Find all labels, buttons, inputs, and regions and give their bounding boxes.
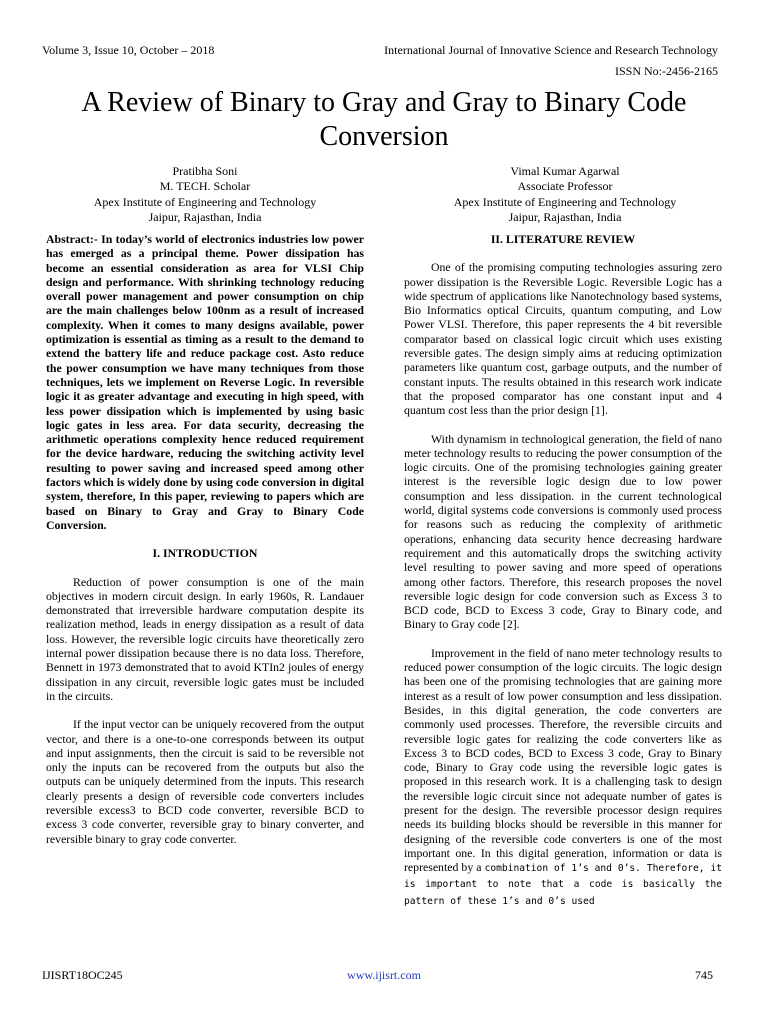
footer-page-number: 745 [695,968,713,982]
author-role: M. TECH. Scholar [159,179,251,194]
section-heading-literature-review: II. LITERATURE REVIEW [490,232,636,246]
literature-paragraph-2: With dynamism in technological generation, the field of nano meter technology results to reducing the power consumption of the logic circuits. One of the promising technologies gaining greater interest is the reversible logic design due to low power consumption and less dissipation. in the current technological world, digital systems code conversions is commonly used process for reasons such as reducing the complexity of arithmetic operations, enhancing data security hence decreasing hardware requirement and this automatically drops the switching activity level resulting to power saving and more speed of operations among other factors. Therefore, this research proposes the novel reversible logic design for code conversion such as Excess 3 to BCD code, BCD to Excess 3 code, Gray to Binary code, and Binary to Gray code [2]. [404,431,722,632]
author-location: Jaipur, Rajasthan, India [148,209,262,224]
footer-paper-id: IJISRT18OC245 [42,968,123,982]
journal-volume-issue: Volume 3, Issue 10, October – 2018 [42,43,215,57]
footer-website-link[interactable]: www.ijisrt.com [347,968,421,982]
left-column [46,232,364,860]
author-affiliation: Apex Institute of Engineering and Technology [93,194,317,209]
author-name: Pratibha Soni [172,164,238,178]
literature-paragraph-1: One of the promising computing technologies assuring zero power dissipation is the Reversible Logic. Reversible Logic has a wide spectrum of applications like Nanotechnology based systems, Bio Informatics optical Circuits, quantum computing, and Low Power VLSI. Therefore, this paper represents the 4 bit reversible comparator based on classical logic circuit which uses existing reversible gates. The design simply aims at reducing optimization parameters like quantum cost, garbage outputs, and the number of constant inputs. The results obtained in this research work indicate that the proposed comparator has one constant input and 4 quantum cost less than the prior design [1]. [404,260,722,418]
author-block-2 [415,164,715,225]
literature-paragraph-3-tail: combination of 1’s and 0’s. Therefore, it is important to note that a code is basically the pattern of these 1’s and 0’s used [404,863,723,907]
section-heading-introduction: I. INTRODUCTION [152,546,258,561]
issn-number: ISSN No:-2456-2165 [614,64,718,78]
abstract: Abstract:- In today’s world of electronics industries low power has emerged as a principal theme. Power dissipation has become an essential consideration as area for VLSI Chip design and performance. With shrinking technology reducing overall power management and power consumption on chip are the main challenges below 100nm as a result of increased complexity. When it comes to many designs available, power optimization is essential as timing as a result to the demand to extend the battery life and reduce package cost. Asto reduce the power consumption we have many techniques from those techniques, lets we implement on Reverse Logic. In reversible logic it as greater advantage and executing in high speed, with less power dissipation which is implemented by using basic logic gates in less area. For data security, decreasing the arithmetic operations complexity hence reduced requirement for the device hardware, reducing the switching activity level resulting to power saving and increased speed among other factors which is widely done by using code conversion in digital system, therefore, In this paper, reviewing to papers which are based on Binary to Gray and Gray to Binary Code Conversion. [46,232,364,532]
author-block-1 [55,164,355,225]
author-role: Associate Professor [517,179,613,194]
author-name: Vimal Kumar Agarwal [510,164,620,178]
introduction-paragraph-1: Reduction of power consumption is one of the main objectives in modern circuit design. In early 1960s, R. Landauer demonstrated that irreversible hardware computation despite its realization method, leads in energy dissipation as a result of data loss. However, the reversible logic circuits have theoretically zero internal power dissipation because there is no data loss. Therefore, Bennett in 1973 demonstrated that to avoid KTIn2 joules of energy dissipation in any circuit, reversible logic gates must be included in the circuits. [46,574,364,703]
journal-name: International Journal of Innovative Science and Research Technology [384,43,718,57]
literature-paragraph-3-body: Improvement in the field of nano meter technology results to reduced power consumption of the logic circuits. The logic design has been one of the promising technologies that are gaining more interest as a result of low power consumption and less dissipation. Besides, in this digital generation, the code converters are commonly used processes. Therefore, the reversible circuits and reversible logic gates for realizing the code converters like as Excess 3 to BCD codes, BCD to Excess 3 code, Gray to Binary code, Binary to Gray code using the reversible logic gates is proposed in this research work. It is a challenging task to design the reversible logic circuit since not adequate number of gates is present for the design. The reversible processor design requires needs its building blocks should be reversible in this manner for designing of the reversible code converters is one of the most important one. In this digital generation, information or data is represented by a [404,645,722,875]
literature-paragraph-3 [404,646,722,909]
introduction-paragraph-2: If the input vector can be uniquely recovered from the output vector, and there is a one-to-one corresponds between its output and input assignments, then the circuit is said to be reversible not only the inputs can be recovered from the outputs but also the outputs can be uniquely determined from the inputs. This research clearly presents a design of reversible code converters includes reversible excess3 to BCD code converter, reversible BCD to excess 3 code converter, reversible gray to binary converter, and reversible binary to gray code converter. [46,717,364,846]
author-affiliation: Apex Institute of Engineering and Technology [453,194,677,209]
author-location: Jaipur, Rajasthan, India [508,209,622,224]
right-column [404,232,722,909]
paper-title: A Review of Binary to Gray and Gray to Binary Code Conversion [81,87,687,152]
